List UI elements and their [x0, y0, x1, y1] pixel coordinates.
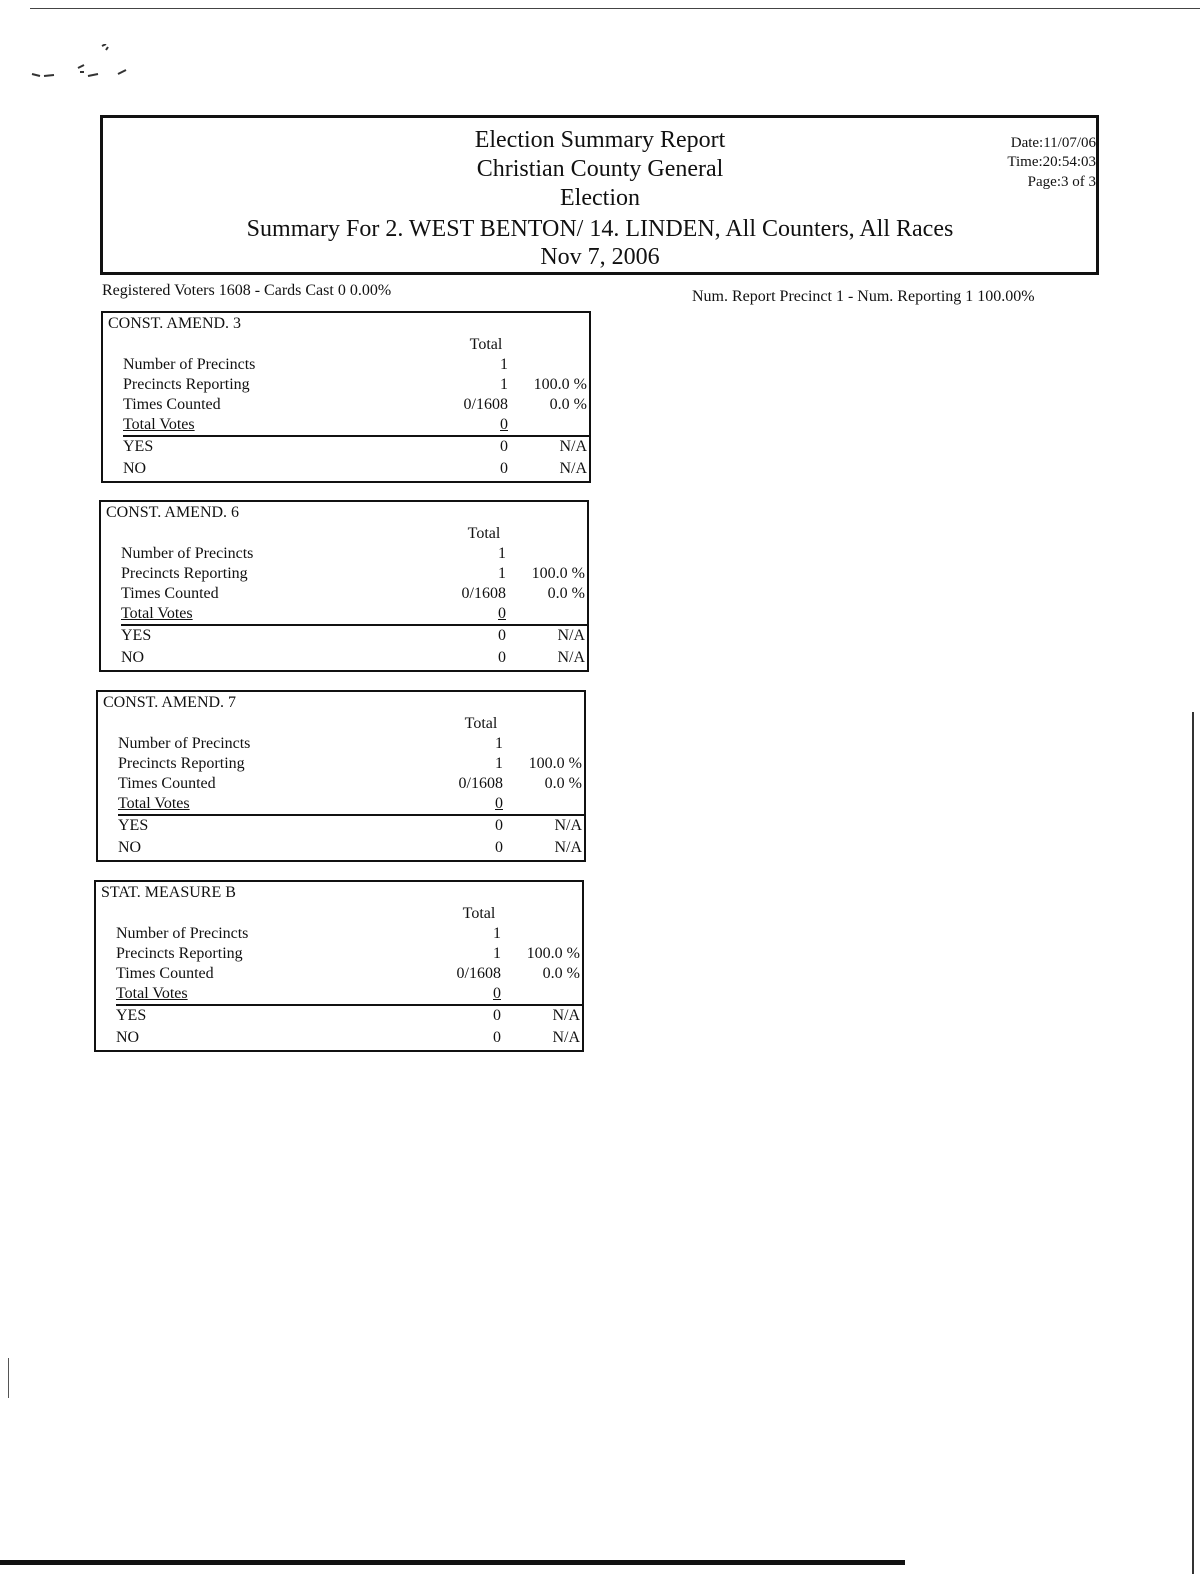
total-column-header: Total: [467, 525, 501, 542]
table-row: YES 0 N/A: [121, 627, 585, 644]
report-page-number: Page:3 of 3: [1027, 174, 1096, 190]
table-row: NO 0 N/A: [121, 649, 585, 666]
table-row: NO 0 N/A: [118, 839, 582, 856]
race-title: CONST. AMEND. 6: [106, 504, 240, 521]
race-box: [101, 311, 591, 483]
table-row: YES 0 N/A: [123, 438, 587, 455]
table-row: Precincts Reporting 1 100.0 %: [121, 565, 585, 582]
scan-edge-top: [30, 8, 1200, 9]
race-box: [99, 500, 589, 672]
precinct-reporting-summary: Num. Report Precinct 1 - Num. Reporting 1 100.00%: [692, 288, 1035, 305]
report-summary-for: Summary For 2. WEST BENTON/ 14. LINDEN, All Counters, All Races: [246, 216, 954, 242]
total-column-header: Total: [462, 905, 496, 922]
table-row: Times Counted 0/1608 0.0 %: [123, 396, 587, 413]
report-election: Election: [560, 185, 640, 211]
table-row: Precincts Reporting 1 100.0 %: [118, 755, 582, 772]
table-row: Total Votes 0: [116, 985, 501, 1002]
race-title: CONST. AMEND. 3: [108, 315, 242, 332]
table-row: Total Votes 0: [121, 605, 506, 622]
scan-specks: [30, 44, 130, 84]
scan-mark-left: [8, 1358, 9, 1398]
table-row: Number of Precincts 1: [118, 735, 503, 752]
race-title: CONST. AMEND. 7: [103, 694, 237, 711]
table-row: YES 0 N/A: [118, 817, 582, 834]
table-row: Precincts Reporting 1 100.0 %: [123, 376, 587, 393]
table-row: Times Counted 0/1608 0.0 %: [116, 965, 580, 982]
table-row: Times Counted 0/1608 0.0 %: [121, 585, 585, 602]
total-column-header: Total: [464, 715, 498, 732]
report-date: Date:11/07/06: [1010, 135, 1096, 151]
report-county: Christian County General: [476, 156, 724, 182]
table-row: YES 0 N/A: [116, 1007, 580, 1024]
report-election-date: Nov 7, 2006: [540, 244, 660, 270]
table-row: Number of Precincts 1: [116, 925, 501, 942]
race-title: STAT. MEASURE B: [101, 884, 236, 901]
table-row: NO 0 N/A: [123, 460, 587, 477]
table-row: Total Votes 0: [123, 416, 508, 433]
table-row: NO 0 N/A: [116, 1029, 580, 1046]
report-time: Time:20:54:03: [1007, 154, 1096, 170]
scan-edge-bottom: [0, 1560, 905, 1565]
table-row: Number of Precincts 1: [121, 545, 506, 562]
table-row: Number of Precincts 1: [123, 356, 508, 373]
race-box: [96, 690, 586, 862]
report-title: Election Summary Report: [474, 127, 726, 153]
registered-voters-summary: Registered Voters 1608 - Cards Cast 0 0.00%: [102, 282, 392, 299]
total-column-header: Total: [469, 336, 503, 353]
table-row: Precincts Reporting 1 100.0 %: [116, 945, 580, 962]
scan-edge-right: [1192, 712, 1194, 1574]
table-row: Total Votes 0: [118, 795, 503, 812]
race-box: [94, 880, 584, 1052]
table-row: Times Counted 0/1608 0.0 %: [118, 775, 582, 792]
